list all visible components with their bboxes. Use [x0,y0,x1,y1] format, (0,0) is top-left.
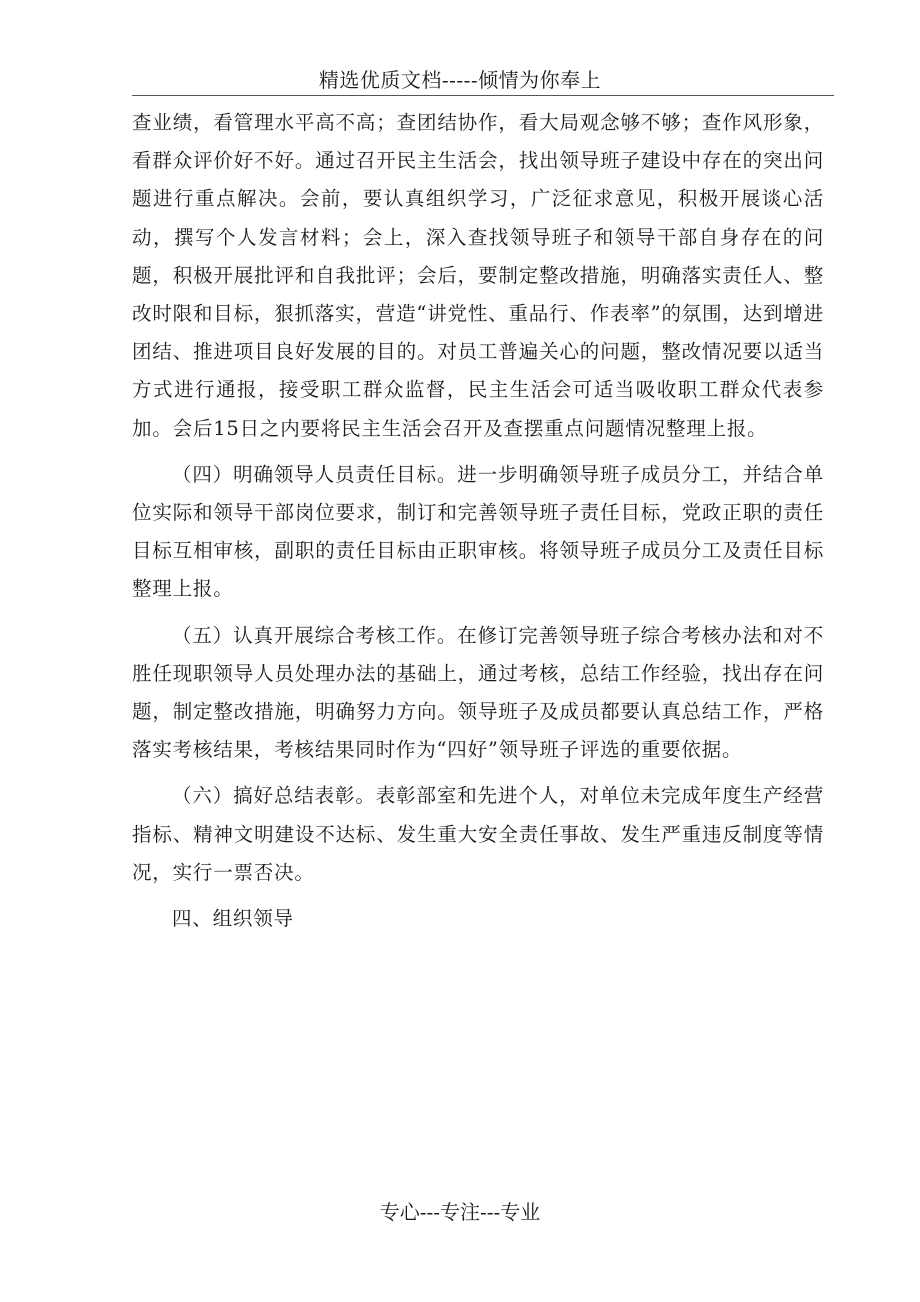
paragraph-section-5: （五）认真开展综合考核工作。在修订完善领导班子综合考核办法和对不胜任现职领导人员处理办法的基础上，通过考核，总结工作经验，找出存在问题，制定整改措施，明确努力方向。领导班子及成员都要认真总结工作，严格落实考核结果，考核结果同时作为“四好”领导班子评选的重要依据。 [132,623,824,762]
paragraph-section-4: （四）明确领导人员责任目标。进一步明确领导班子成员分工，并结合单位实际和领导干部岗位要求，制订和完善领导班子责任目标，党政正职的责任目标互相审核，副职的责任目标由正职审核。将领导班子成员分工及责任目标整理上报。 [132,462,824,601]
section-heading-organization: 四、组织领导 [172,907,294,931]
paragraph-continuation: 查业绩，看管理水平高不高；查团结协作，看大局观念够不够；查作风形象，看群众评价好不好。通过召开民主生活会，找出领导班子建设中存在的突出问题进行重点解决。会前，要认真组织学习，广泛征求意见，积极开展谈心活动，撰写个人发言材料；会上，深入查找领导班子和领导干部自身存在的问题，积极开展批评和自我批评；会后，要制定整改措施，明确落实责任人、整改时限和目标，狠抓落实，营造“讲党性、重品行、作表率”的氛围，达到增进团结、推进项目良好发展的目的。对员工普遍关心的问题，整改情况要以适当方式进行通报，接受职工群众监督，民主生活会可适当吸收职工群众代表参加。会后15日之内要将民主生活会召开及查摆重点问题情况整理上报。 [132,111,824,440]
paragraph-section-6: （六）搞好总结表彰。表彰部室和先进个人，对单位未完成年度生产经营指标、精神文明建设不达标、发生重大安全责任事故、发生严重违反制度等情况，实行一票否决。 [132,784,824,884]
document-body [132,104,824,938]
page-header: 精选优质文档-----倾情为你奉上 [318,68,602,92]
page-footer: 专心---专注---专业 [379,1200,541,1224]
header-divider [132,95,834,96]
